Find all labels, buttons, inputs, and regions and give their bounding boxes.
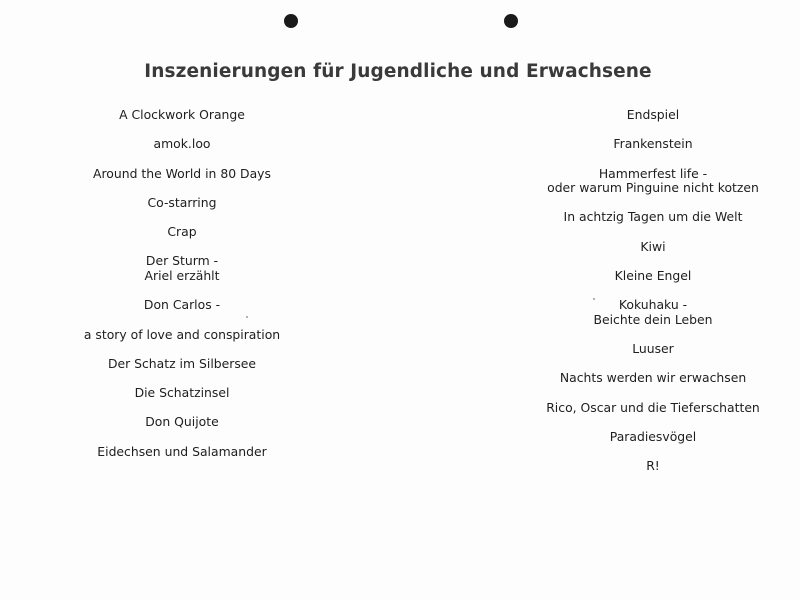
play-title [72, 328, 292, 343]
play-title [72, 137, 292, 152]
play-title-line: Die Schatzinsel [134, 385, 230, 401]
play-title [72, 386, 292, 401]
play-title-line: Kiwi [640, 238, 666, 254]
play-title [542, 210, 764, 225]
play-title [72, 167, 292, 182]
play-title-line: A Clockwork Orange [119, 107, 245, 122]
play-title-line: Ariel erzählt [144, 267, 220, 283]
play-title [72, 225, 292, 240]
play-title-line: Der Schatz im Silbersee [107, 355, 257, 371]
play-title-line: Don Quijote [145, 414, 219, 430]
play-title [72, 298, 292, 313]
play-title-line: Rico, Oscar und die Tieferschatten [546, 399, 760, 415]
play-title-line: Frankenstein [613, 136, 693, 152]
page-title: Inszenierungen für Jugendliche und Erwachsene [144, 61, 652, 83]
play-title-line: Beichte dein Leben [593, 311, 713, 327]
play-title [542, 430, 764, 445]
scan-speck [246, 316, 248, 318]
play-title [542, 167, 764, 196]
left-title-list [72, 108, 292, 474]
play-title [72, 196, 292, 211]
play-title [542, 298, 764, 327]
play-title-line: In achtzig Tagen um die Welt [563, 209, 743, 225]
play-title [72, 445, 292, 460]
play-title [72, 415, 292, 430]
play-title-line: Crap [167, 224, 197, 240]
play-title [542, 342, 764, 357]
play-title [542, 108, 764, 123]
play-title-line: Luuser [632, 341, 674, 357]
play-title-line: R! [646, 458, 660, 474]
play-title [72, 357, 292, 372]
play-title [542, 269, 764, 284]
punch-hole-left [284, 14, 298, 28]
play-title-line: Nachts werden wir erwachsen [559, 370, 747, 386]
play-title-line: Paradiesvögel [609, 428, 697, 444]
play-title-line: Eidechsen und Salamander [97, 443, 267, 459]
play-title [542, 371, 764, 386]
play-title-line: Around the World in 80 Days [93, 165, 271, 181]
scan-speck [593, 298, 595, 300]
play-title [542, 459, 764, 474]
play-title-line: amok.loo [153, 136, 211, 152]
play-title [542, 137, 764, 152]
punch-hole-right [504, 14, 518, 28]
play-title-line: Hammerfest life - [598, 165, 708, 181]
play-title-line: Co-starring [147, 194, 217, 210]
right-title-list [542, 108, 764, 489]
play-title-line: Don Carlos - [143, 297, 221, 313]
play-title [542, 240, 764, 255]
play-title-line: Der Sturm - [145, 253, 219, 269]
play-title-line: a story of love and conspiration [83, 326, 281, 342]
play-title [72, 108, 292, 123]
play-title [542, 401, 764, 416]
play-title-line: oder warum Pinguine nicht kotzen [547, 180, 759, 196]
play-title-line: Kokuhaku - [618, 297, 688, 313]
play-title [72, 254, 292, 283]
play-title-line: Kleine Engel [614, 267, 692, 283]
play-title-line: Endspiel [626, 107, 680, 122]
